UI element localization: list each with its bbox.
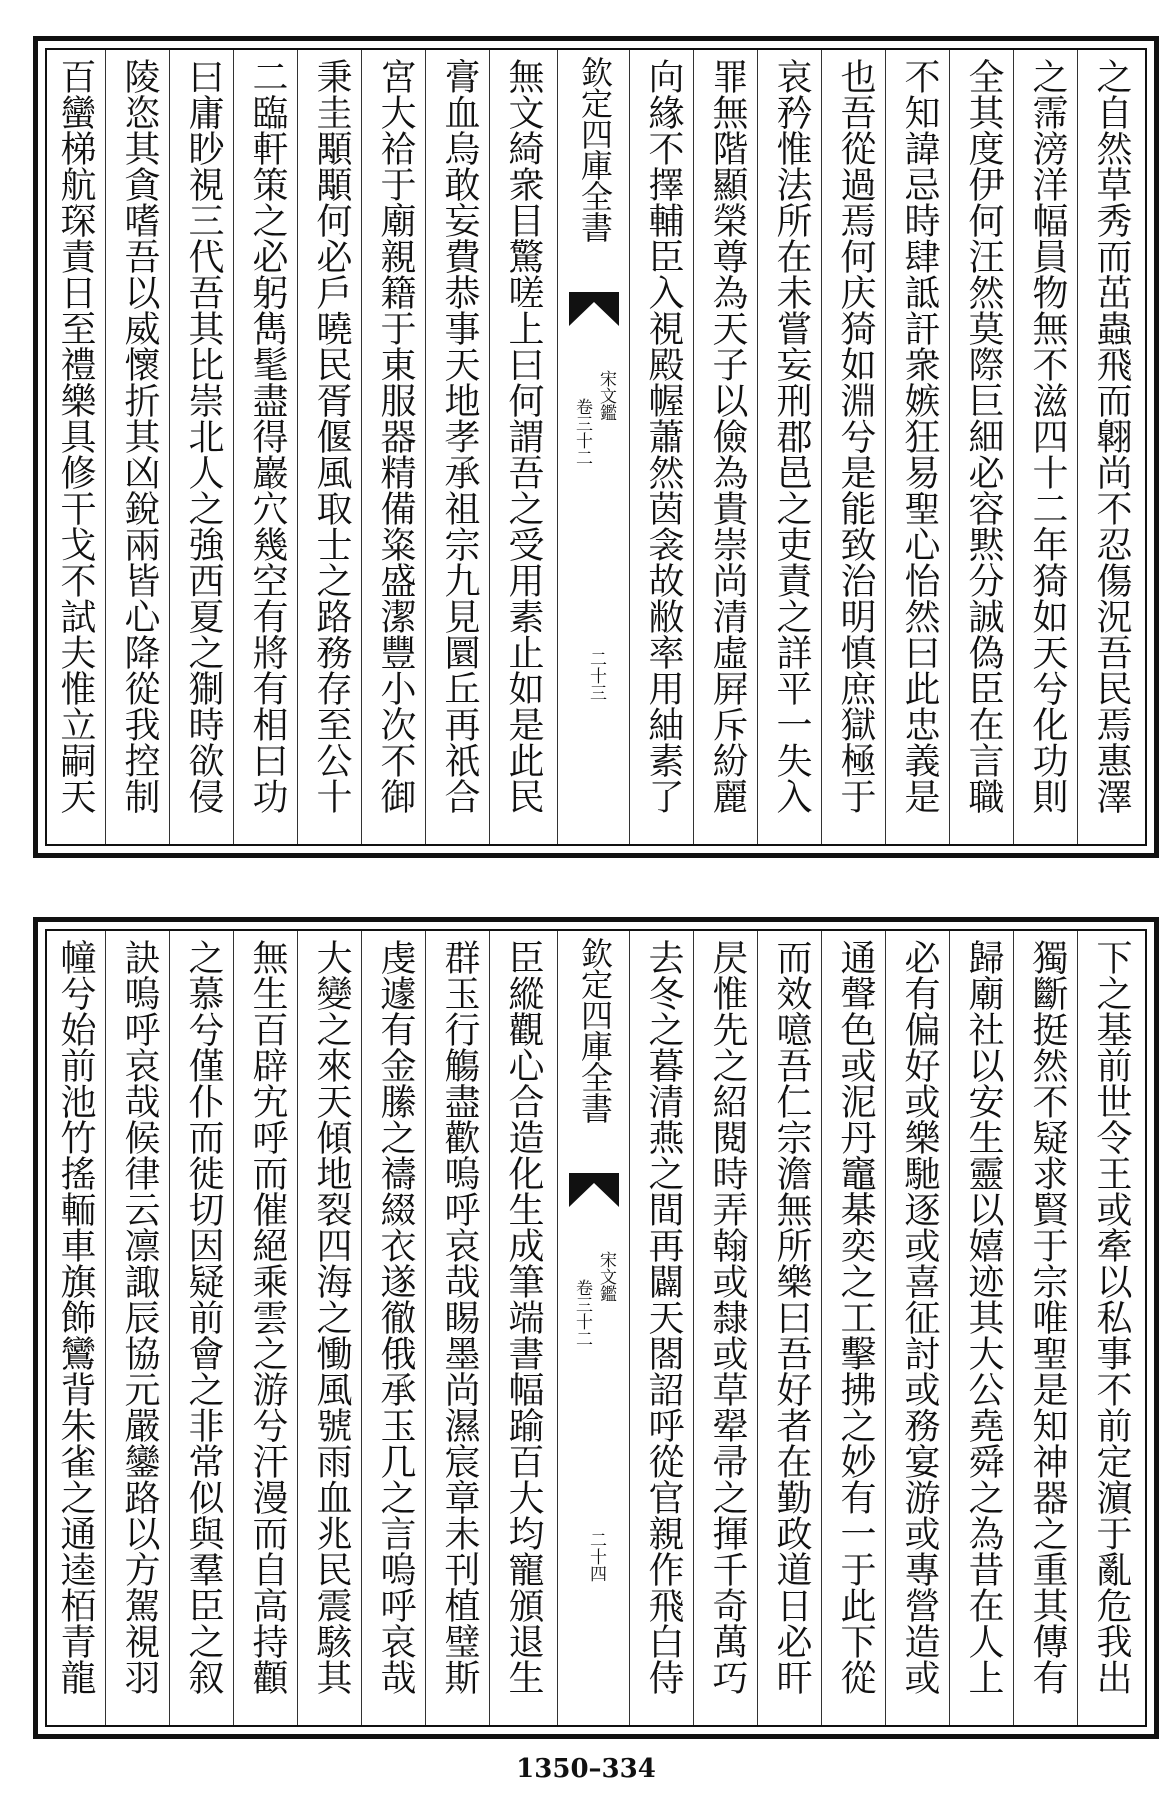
text-column: 膏血烏敢妄費恭事天地孝承祖宗九見圜丘再祇合 bbox=[439, 58, 480, 814]
text-column: 幢兮始前池竹搖輀車旗飾鸞背朱雀之通逵栢青龍 bbox=[55, 939, 96, 1695]
column-rule bbox=[105, 931, 106, 1725]
column-rule bbox=[1077, 50, 1078, 844]
column-rule bbox=[169, 50, 170, 844]
bottom-page-frame bbox=[45, 929, 1147, 1727]
column-rule bbox=[489, 931, 490, 1725]
column-rule bbox=[1013, 931, 1014, 1725]
column-rule bbox=[557, 50, 558, 844]
book-title: 宋文鑑 bbox=[596, 370, 616, 421]
text-column: 無生百辟宄呼而催絕乘雲之游兮汗漫而自高持顴 bbox=[247, 939, 288, 1695]
text-column: 下之基前世令王或牽以私事不前定濵于亂危我出 bbox=[1091, 939, 1132, 1695]
column-rule bbox=[693, 931, 694, 1725]
fish-tail-icon bbox=[569, 1173, 619, 1207]
text-column: 訣嗚呼哀哉候律云凛諏辰協元嚴鑾路以方駕視羽 bbox=[119, 939, 160, 1695]
volume-number: 卷三十二 bbox=[572, 1279, 592, 1347]
bottom-page bbox=[33, 917, 1159, 1739]
column-rule bbox=[757, 50, 758, 844]
column-rule bbox=[297, 50, 298, 844]
text-column: 去冬之暮清燕之間再闢天閤詔呼從官親作飛白侍 bbox=[643, 939, 684, 1695]
text-column: 無文綺衆目驚嗟上曰何謂吾之受用素止如是此民 bbox=[503, 58, 544, 814]
text-column: 秉圭顒顒何必戶曉民胥偃風取士之路務存至公十 bbox=[311, 58, 352, 814]
text-column: 群玉行觴盡歡嗚呼哀哉睗墨尚濕宸章未刊植璧斯 bbox=[439, 939, 480, 1695]
column-rule bbox=[885, 931, 886, 1725]
column-rule bbox=[821, 50, 822, 844]
text-column: 宮大祫于廟親籍于東服器精備粢盛潔豐小次不御 bbox=[375, 58, 416, 814]
column-rule bbox=[1013, 50, 1014, 844]
text-column: 全其度伊何汪然莫際巨細必容黙分誠偽臣在言職 bbox=[963, 58, 1004, 814]
column-rule bbox=[557, 931, 558, 1725]
column-rule bbox=[949, 50, 950, 844]
column-rule bbox=[629, 50, 630, 844]
column-rule bbox=[233, 50, 234, 844]
text-column: 百蠻梯航琛責日至禮樂具修干戈不試夫惟立嗣天 bbox=[55, 58, 96, 814]
column-rule bbox=[105, 50, 106, 844]
column-rule bbox=[361, 931, 362, 1725]
text-column: 哀矜惟法所在未嘗妄刑郡邑之吏責之詳平一失入 bbox=[771, 58, 812, 814]
text-column: 臣縱觀心合造化生成筆端書幅踰百大均寵頒退生 bbox=[503, 939, 544, 1695]
text-column: 大變之來天傾地裂四海之慟風號雨血兆民震駭其 bbox=[311, 939, 352, 1695]
column-rule bbox=[233, 931, 234, 1725]
collection-title: 欽定四庫全書 bbox=[576, 937, 614, 1123]
center-fold bbox=[561, 50, 627, 844]
text-column: 歸廟社以安生靈以嬉迹其大公堯舜之為昔在人上 bbox=[963, 939, 1004, 1695]
column-rule bbox=[169, 931, 170, 1725]
text-column: 之慕兮僅仆而徙切因疑前會之非常似與羣臣之叙 bbox=[183, 939, 224, 1695]
text-column: 通聲色或泥丹竈棊奕之工擊拂之妙有一于此下從 bbox=[835, 939, 876, 1695]
collection-title: 欽定四庫全書 bbox=[576, 56, 614, 242]
text-column: 虔遽有金縢之禱綴衣遂徹俄承玉几之言嗚呼哀哉 bbox=[375, 939, 416, 1695]
text-column: 之霈滂洋幅員物無不滋四十二年猗如天兮化功則 bbox=[1027, 58, 1068, 814]
folio-number: 二十三 bbox=[586, 650, 606, 701]
column-rule bbox=[297, 931, 298, 1725]
text-column: 曰庸眇視三代吾其比崇北人之強西夏之猘時欲侵 bbox=[183, 58, 224, 814]
folio-number: 二十四 bbox=[586, 1531, 606, 1582]
text-column: 陵恣其貪嗜吾以威懷折其凶銳兩皆心降從我控制 bbox=[119, 58, 160, 814]
text-column: 必有偏好或樂馳逐或喜征討或務宴游或專營造或 bbox=[899, 939, 940, 1695]
text-column: 罪無階顯榮尊為天子以儉為貴崇尚清虛屛斥紛麗 bbox=[707, 58, 748, 814]
column-rule bbox=[629, 931, 630, 1725]
column-rule bbox=[949, 931, 950, 1725]
column-rule bbox=[361, 50, 362, 844]
page-number: 1350–334 bbox=[516, 1754, 656, 1784]
column-rule bbox=[885, 50, 886, 844]
column-rule bbox=[757, 931, 758, 1725]
text-column: 昃惟先之紹閱時弄翰或隸或草翚帚之揮千奇萬巧 bbox=[707, 939, 748, 1695]
column-rule bbox=[693, 50, 694, 844]
column-rule bbox=[821, 931, 822, 1725]
top-page-frame bbox=[45, 48, 1147, 846]
text-column: 不知諱忌時肆詆訐衆嫉狂易聖心怡然曰此忠義是 bbox=[899, 58, 940, 814]
fish-tail-icon bbox=[569, 292, 619, 326]
text-column: 二臨軒策之必躬雋髦盡得巖穴幾空有將有相曰功 bbox=[247, 58, 288, 814]
center-fold bbox=[561, 931, 627, 1725]
column-rule bbox=[489, 50, 490, 844]
book-title: 宋文鑑 bbox=[596, 1251, 616, 1302]
text-column: 之自然草秀而茁蟲飛而翺尚不忍傷況吾民焉惠澤 bbox=[1091, 58, 1132, 814]
text-column: 而效噫吾仁宗澹無所樂曰吾好者在勤政道日必旰 bbox=[771, 939, 812, 1695]
text-column: 也吾從過焉何庆猗如淵兮是能致治明慎庶獄極于 bbox=[835, 58, 876, 814]
text-column: 獨斷挺然不疑求賢于宗唯聖是知神器之重其傳有 bbox=[1027, 939, 1068, 1695]
text-column: 向緣不擇輔臣入視殿幄蕭然茵衾故敝率用紬素了 bbox=[643, 58, 684, 814]
column-rule bbox=[1077, 931, 1078, 1725]
column-rule bbox=[425, 50, 426, 844]
column-rule bbox=[425, 931, 426, 1725]
top-page bbox=[33, 36, 1159, 858]
volume-number: 卷三十二 bbox=[572, 398, 592, 466]
